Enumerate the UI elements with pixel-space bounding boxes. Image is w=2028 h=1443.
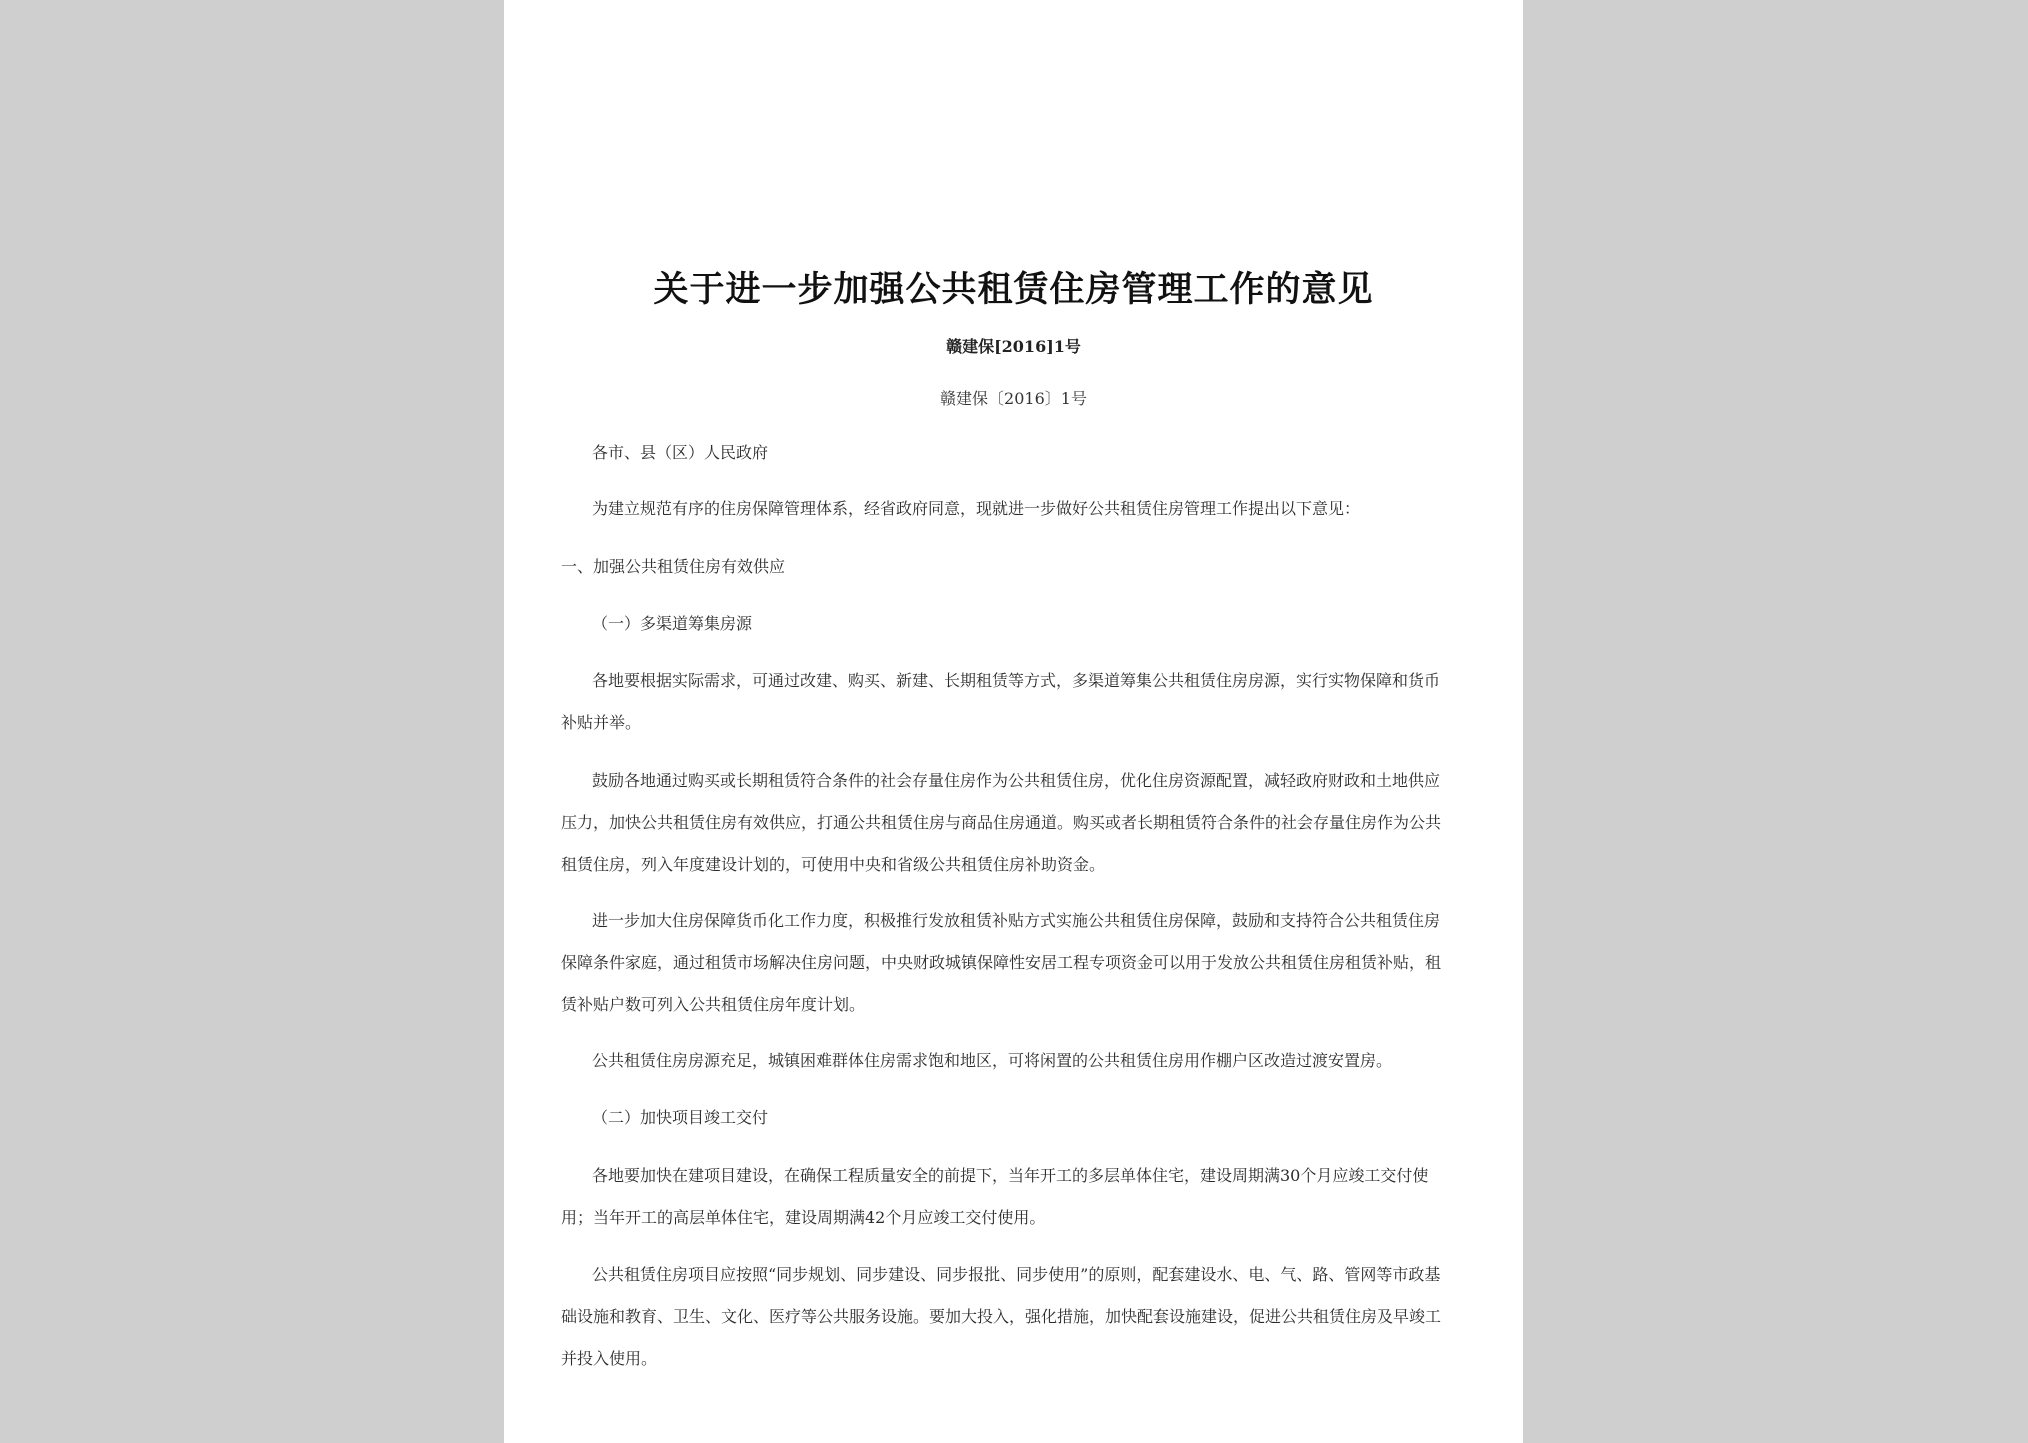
- paragraph-5-line-1: 各地要加快在建项目建设，在确保工程质量安全的前提下，当年开工的多层单体住宅，建设周期满30个月应竣工交付使: [592, 1166, 1429, 1185]
- paragraph-3-line-3: 赁补贴户数可列入公共租赁住房年度计划。: [561, 995, 866, 1014]
- subsection-heading-2: （二）加快项目竣工交付: [592, 1108, 769, 1127]
- paragraph-2-line-1: 鼓励各地通过购买或长期租赁符合条件的社会存量住房作为公共租赁住房，优化住房资源配置，减轻政府财政和土地供应: [592, 771, 1441, 790]
- paragraph-2-line-2: 压力，加快公共租赁住房有效供应，打通公共租赁住房与商品住房通道。购买或者长期租赁符合条件的社会存量住房作为公共: [561, 813, 1442, 832]
- paragraph-3-line-1: 进一步加大住房保障货币化工作力度，积极推行发放租赁补贴方式实施公共租赁住房保障，鼓励和支持符合公共租赁住房: [592, 911, 1441, 930]
- paragraph-6-line-3: 并投入使用。: [561, 1349, 658, 1368]
- paragraph-2-line-3: 租赁住房，列入年度建设计划的，可使用中央和省级公共租赁住房补助资金。: [561, 855, 1106, 874]
- document-title: 关于进一步加强公共租赁住房管理工作的意见: [653, 269, 1374, 310]
- addressee: 各市、县（区）人民政府: [592, 443, 769, 462]
- section-heading-1: 一、加强公共租赁住房有效供应: [561, 557, 786, 576]
- paragraph-5-line-2: 用；当年开工的高层单体住宅，建设周期满42个月应竣工交付使用。: [561, 1208, 1046, 1227]
- paragraph-3-line-2: 保障条件家庭，通过租赁市场解决住房问题，中央财政城镇保障性安居工程专项资金可以用于发放公共租赁住房租赁补贴，租: [561, 953, 1442, 972]
- paragraph-1-line-2: 补贴并举。: [561, 713, 642, 732]
- paragraph-6-line-2: 础设施和教育、卫生、文化、医疗等公共服务设施。要加大投入，强化措施，加快配套设施建设，促进公共租赁住房及早竣工: [561, 1307, 1442, 1326]
- document-page: [504, 0, 1523, 1443]
- paragraph-6-line-1: 公共租赁住房项目应按照“同步规划、同步建设、同步报批、同步使用”的原则，配套建设水、电、气、路、管网等市政基: [592, 1265, 1441, 1284]
- document-number: 赣建保〔2016〕1号: [940, 389, 1087, 408]
- document-number-header: 赣建保[2016]1号: [946, 337, 1081, 356]
- paragraph-4-line-1: 公共租赁住房房源充足，城镇困难群体住房需求饱和地区，可将闲置的公共租赁住房用作棚户区改造过渡安置房。: [592, 1051, 1393, 1070]
- paragraph-1-line-1: 各地要根据实际需求，可通过改建、购买、新建、长期租赁等方式，多渠道筹集公共租赁住房房源，实行实物保障和货币: [592, 671, 1441, 690]
- intro-paragraph: 为建立规范有序的住房保障管理体系，经省政府同意，现就进一步做好公共租赁住房管理工作提出以下意见：: [592, 499, 1361, 518]
- subsection-heading-1: （一）多渠道筹集房源: [592, 614, 753, 633]
